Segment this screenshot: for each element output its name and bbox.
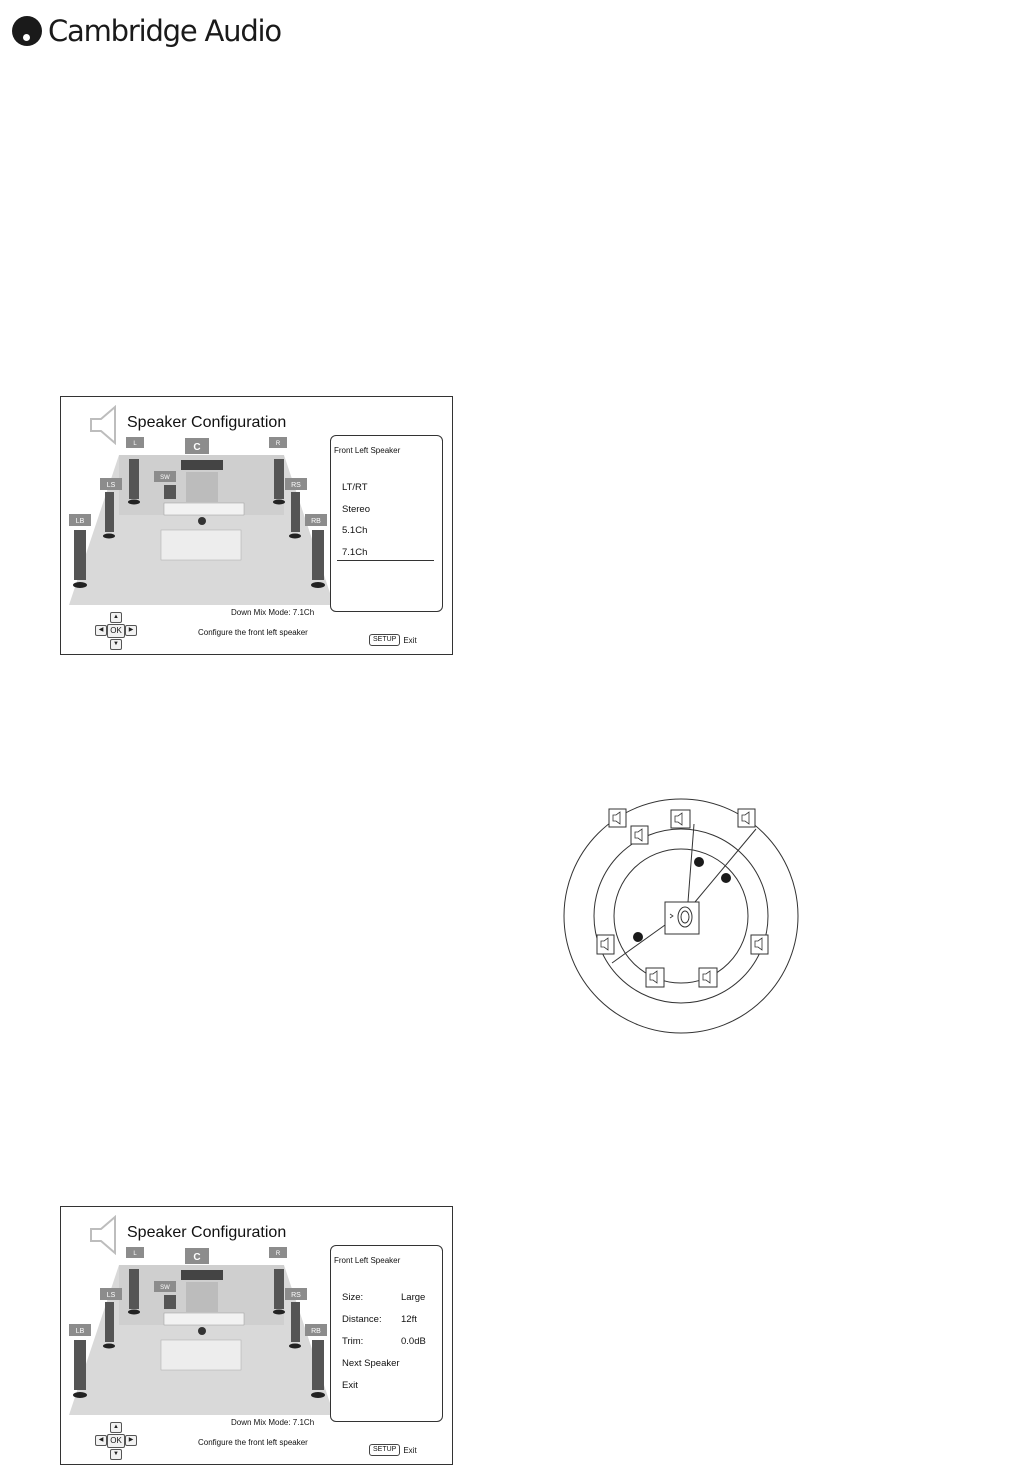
label-right-back: RB bbox=[311, 518, 321, 525]
down-arrow-icon[interactable]: ▼ bbox=[110, 1449, 122, 1460]
exit-label: Exit bbox=[403, 635, 417, 645]
next-speaker-button[interactable]: Next Speaker bbox=[342, 1358, 400, 1369]
speaker-icon-7 bbox=[646, 968, 664, 987]
setting-distance[interactable] bbox=[342, 1314, 417, 1325]
screen-title: Speaker Configuration bbox=[127, 1224, 287, 1241]
label-front-left: L bbox=[133, 1251, 137, 1257]
setting-value: Large bbox=[401, 1292, 426, 1303]
brand-logo bbox=[12, 14, 281, 48]
option-5-1ch[interactable]: 5.1Ch bbox=[342, 525, 368, 536]
setting-trim[interactable] bbox=[342, 1336, 426, 1347]
setting-label: Size: bbox=[342, 1292, 364, 1303]
setup-key[interactable]: SETUP bbox=[369, 634, 400, 646]
option-7-1ch[interactable]: 7.1Ch bbox=[342, 547, 368, 558]
nav-pad bbox=[94, 612, 136, 650]
label-center: C bbox=[193, 1252, 201, 1263]
down-mix-status: Down Mix Mode: 7.1Ch bbox=[231, 608, 315, 617]
brand-mark-icon bbox=[12, 16, 42, 46]
listener-icon bbox=[665, 902, 699, 934]
setting-value: 12ft bbox=[401, 1314, 417, 1325]
panel-heading: Front Left Speaker bbox=[334, 1256, 401, 1265]
setting-value: 0.0dB bbox=[401, 1336, 426, 1347]
label-right-back: RB bbox=[311, 1328, 321, 1335]
setting-label: Trim: bbox=[342, 1336, 364, 1347]
speaker-menu-panel bbox=[330, 1245, 443, 1422]
label-center: C bbox=[193, 442, 201, 453]
room-illustration bbox=[69, 435, 334, 607]
speaker-config-screen-output-mode bbox=[60, 396, 453, 655]
distance-arrows bbox=[612, 824, 756, 963]
screen-title: Speaker Configuration bbox=[127, 414, 287, 431]
label-left-back: LB bbox=[75, 518, 85, 525]
speaker-icon-3 bbox=[671, 810, 690, 828]
speaker-menu-panel bbox=[330, 435, 443, 612]
left-arrow-icon[interactable]: ◀ bbox=[95, 1435, 107, 1446]
marker-dot-1 bbox=[694, 857, 704, 867]
speaker-icon-6 bbox=[751, 935, 768, 954]
label-left-surround: LS bbox=[106, 1292, 116, 1299]
ok-button[interactable]: OK bbox=[107, 624, 125, 638]
up-arrow-icon[interactable]: ▲ bbox=[110, 612, 122, 623]
speaker-icon-4 bbox=[738, 809, 755, 827]
speaker-icon-8 bbox=[699, 968, 717, 987]
room-illustration bbox=[69, 1245, 334, 1417]
label-right-surround: RS bbox=[291, 482, 301, 489]
label-subwoofer: SW bbox=[160, 1285, 170, 1291]
brand-name: Cambridge Audio bbox=[48, 14, 281, 48]
marker-dot-3 bbox=[633, 932, 643, 942]
option-lt-rt[interactable]: LT/RT bbox=[342, 482, 368, 493]
nav-pad bbox=[94, 1422, 136, 1460]
panel-heading: Front Left Speaker bbox=[334, 446, 401, 455]
down-mix-status: Down Mix Mode: 7.1Ch bbox=[231, 1418, 315, 1427]
marker-dot-2 bbox=[721, 873, 731, 883]
setting-label: Distance: bbox=[342, 1314, 382, 1325]
label-front-left: L bbox=[133, 441, 137, 447]
label-front-right: R bbox=[275, 441, 281, 447]
down-arrow-icon[interactable]: ▼ bbox=[110, 639, 122, 650]
label-left-surround: LS bbox=[106, 482, 116, 489]
exit-group[interactable] bbox=[369, 634, 417, 646]
right-arrow-icon[interactable]: ▶ bbox=[125, 1435, 137, 1446]
speaker-icon-5 bbox=[597, 935, 614, 954]
help-hint: Configure the front left speaker bbox=[198, 1438, 308, 1447]
exit-menu-item[interactable]: Exit bbox=[342, 1380, 358, 1391]
setting-size[interactable] bbox=[342, 1292, 425, 1303]
label-right-surround: RS bbox=[291, 1292, 301, 1299]
label-subwoofer: SW bbox=[160, 475, 170, 481]
setup-key[interactable]: SETUP bbox=[369, 1444, 400, 1456]
ok-button[interactable]: OK bbox=[107, 1434, 125, 1448]
option-stereo[interactable]: Stereo bbox=[342, 504, 370, 515]
label-front-right: R bbox=[275, 1251, 281, 1257]
up-arrow-icon[interactable]: ▲ bbox=[110, 1422, 122, 1433]
selection-underline bbox=[337, 560, 434, 561]
exit-label: Exit bbox=[403, 1445, 417, 1455]
speaker-config-screen-settings bbox=[60, 1206, 453, 1465]
right-arrow-icon[interactable]: ▶ bbox=[125, 625, 137, 636]
speaker-icon-1 bbox=[609, 809, 626, 827]
help-hint: Configure the front left speaker bbox=[198, 628, 308, 637]
left-arrow-icon[interactable]: ◀ bbox=[95, 625, 107, 636]
exit-group[interactable] bbox=[369, 1444, 417, 1456]
speaker-distance-diagram bbox=[560, 798, 805, 1038]
label-left-back: LB bbox=[75, 1328, 85, 1335]
speaker-icon-2 bbox=[631, 826, 648, 844]
